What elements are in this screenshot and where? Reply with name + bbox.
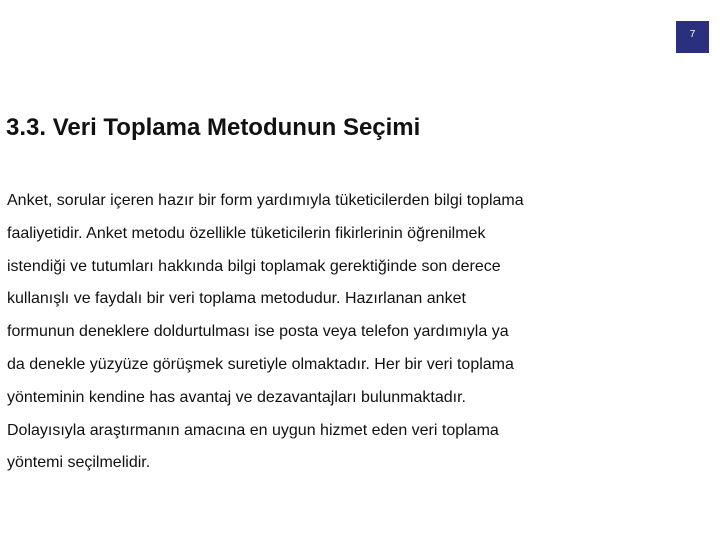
- body-line: Dolayısıyla araştırmanın amacına en uygun hizmet eden veri toplama: [7, 421, 499, 439]
- page-title: 3.3. Veri Toplama Metodunun Seçimi: [6, 114, 421, 141]
- body-line: istendiği ve tutumları hakkında bilgi toplamak gerektiğinde son derece: [7, 257, 501, 275]
- body-line: Anket, sorular içeren hazır bir form yardımıyla tüketicilerden bilgi toplama: [7, 192, 524, 209]
- body-line: formunun deneklere doldurtulması ise posta veya telefon yardımıyla ya: [7, 323, 509, 341]
- body-line: yönteminin kendine has avantaj ve dezavantajları bulunmaktadır.: [7, 388, 466, 406]
- body-line: faaliyetidir. Anket metodu özellikle tüketicilerin fikirlerinin öğrenilmek: [7, 224, 486, 242]
- body-line: yöntemi seçilmelidir.: [7, 454, 151, 472]
- page-number-badge: 7: [676, 21, 709, 53]
- body-paragraph: [7, 185, 707, 480]
- body-line: kullanışlı ve faydalı bir veri toplama metodudur. Hazırlanan anket: [7, 290, 466, 308]
- body-line: da denekle yüzyüze görüşmek suretiyle olmaktadır. Her bir veri toplama: [7, 355, 514, 373]
